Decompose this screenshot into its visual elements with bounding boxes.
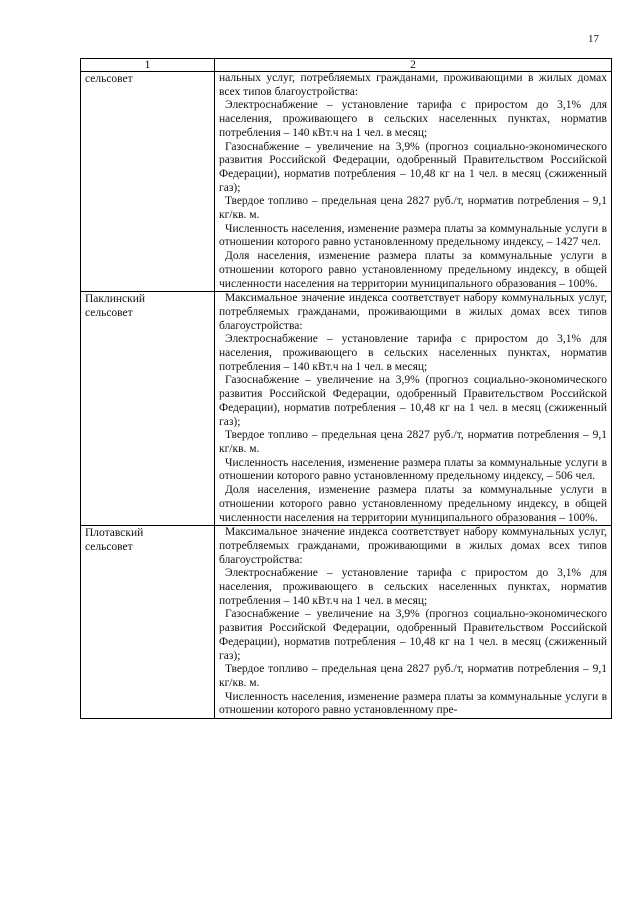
description-cell [215,526,612,719]
paragraph: Доля населения, изменение размера платы за коммунальные услуги в отношении которого равно установленному предельному индексу, в общей численности населения на территории муниципального образования – 100%. [219,484,607,524]
paragraph: Электроснабжение – установление тарифа с приростом до 3,1% для населения, проживающего в сельских населенных пунктах, норматив потребления – 140 кВт.ч на 1 чел. в месяц; [219,333,607,373]
paragraph: Численность населения, изменение размера платы за коммунальные услуги в отношении которого равно установленному предельному индексу, – 1427 чел. [219,222,607,249]
paragraph: Доля населения, изменение размера платы за коммунальные услуги в отношении которого равно установленному предельному индексу, в общей численности населения на территории муниципального образования – 100%. [219,250,607,290]
municipality-name-cell [81,526,215,719]
paragraph: Максимальное значение индекса соответствует набору коммунальных услуг, потребляемых гражданами, проживающими в жилых домах всех типов благоустройства: [219,292,607,332]
paragraph: Газоснабжение – увеличение на 3,9% (прогноз социально-экономического развития Российской Федерации, одобренный Правительством Российской Федерации), норматив потребления – 10,48 кг на 1 чел. в месяц (сжиженный газ); [219,608,607,662]
paragraph: Газоснабжение – увеличение на 3,9% (прогноз социально-экономического развития Российской Федерации, одобренный Правительством Российской Федерации), норматив потребления – 10,48 кг на 1 чел. в месяц (сжиженный газ); [219,374,607,428]
municipality-name: сельсовет [85,73,133,85]
paragraph: нальных услуг, потребляемых гражданами, проживающими в жилых домах всех типов благоустройства: [219,72,607,98]
description-cell [215,72,612,292]
paragraph: Газоснабжение – увеличение на 3,9% (прогноз социально-экономического развития Российской Федерации, одобренный Правительством Российской Федерации), норматив потребления – 10,48 кг на 1 чел. в месяц (сжиженный газ); [219,140,607,194]
column-header-1: 1 [81,59,215,72]
paragraph: Твердое топливо – предельная цена 2827 руб./т, норматив потребления – 9,1 кг/кв. м. [219,663,607,689]
table-header-row [81,59,612,72]
table-row [81,292,612,526]
paragraph: Численность населения, изменение размера платы за коммунальные услуги в отношении которого равно установленному пре- [219,690,607,717]
page-number: 17 [588,33,599,45]
municipality-name: Паклинский [85,293,146,306]
municipality-type: сельсовет [85,541,133,554]
paragraph: Твердое топливо – предельная цена 2827 руб./т, норматив потребления – 9,1 кг/кв. м. [219,429,607,455]
table-row [81,72,612,292]
paragraph: Максимальное значение индекса соответствует набору коммунальных услуг, потребляемых гражданами, проживающими в жилых домах всех типов благоустройства: [219,526,607,566]
description-cell [215,292,612,526]
column-header-2: 2 [215,59,612,72]
municipality-name-cell [81,72,215,292]
paragraph: Электроснабжение – установление тарифа с приростом до 3,1% для населения, проживающего в сельских населенных пунктах, норматив потребления – 140 кВт.ч на 1 чел. в месяц; [219,567,607,607]
paragraph: Электроснабжение – установление тарифа с приростом до 3,1% для населения, проживающего в сельских населенных пунктах, норматив потребления – 140 кВт.ч на 1 чел. в месяц; [219,99,607,139]
data-table [80,58,612,719]
municipality-name: Плотавский [85,527,144,540]
paragraph: Численность населения, изменение размера платы за коммунальные услуги в отношении которого равно установленному предельному индексу, – 506 чел. [219,456,607,483]
municipality-type: сельсовет [85,307,133,320]
table-row [81,526,612,719]
municipality-name-cell [81,292,215,526]
paragraph: Твердое топливо – предельная цена 2827 руб./т, норматив потребления – 9,1 кг/кв. м. [219,195,607,222]
